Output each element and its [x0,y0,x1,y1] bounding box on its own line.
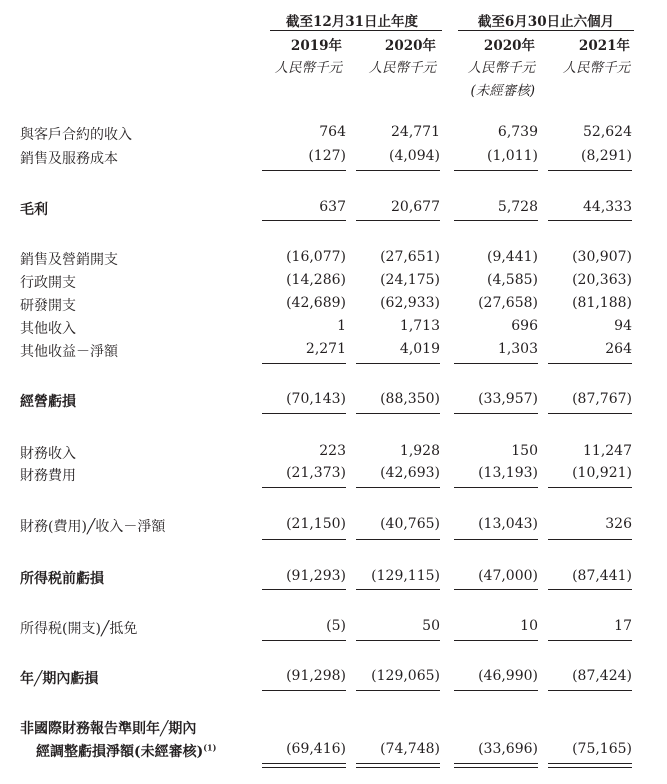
double-rule-bottom [548,767,632,768]
double-rule-bottom [262,767,346,768]
cell-op-loss-2020: (88,350) [380,391,440,407]
double-rule-top [548,763,632,764]
cell-other-income-h2021: 94 [614,318,632,334]
row-label-cost-of-sales: 銷售及服務成本 [20,151,118,167]
row-label-loss-before-tax: 所得税前虧損 [20,571,104,587]
cell-gross-2020: 20,677 [391,199,440,215]
header-year-group: 截至12月31日止年度 [285,14,419,30]
rule-after-other-gains [356,363,440,364]
cell-gross-h2021: 44,333 [583,199,632,215]
cell-net-fin-h2020: (13,043) [478,516,538,532]
header-half-rule [458,30,634,31]
rule-after-cost [454,170,538,171]
cell-net-fin-h2021: 326 [605,516,632,532]
rule-after-gross [262,220,346,221]
rule-after-fin-costs [356,487,440,488]
unit-col-4: 人民幣千元 [562,60,630,76]
cell-other-income-2020: 1,713 [399,318,440,334]
cell-op-loss-h2020: (33,957) [478,391,538,407]
cell-adjusted-h2021: (75,165) [572,741,632,757]
cell-fin-income-2020: 1,928 [399,443,440,459]
rule-after-cost [262,170,346,171]
rule-after-pbt [262,589,346,590]
header-year-rule [270,30,442,31]
cell-net-fin-2019: (21,150) [286,516,346,532]
cell-other-gains-h2020: 1,303 [497,341,538,357]
cell-cost-h2021: (8,291) [580,148,632,164]
cell-revenue-h2020: 6,739 [497,124,538,140]
cell-fin-costs-h2020: (13,193) [478,465,538,481]
row-label-finance-income: 財務收入 [20,446,76,462]
rule-after-net-fin [356,539,440,540]
row-label-rd-expenses: 研發開支 [20,298,76,314]
cell-loss-period-h2020: (46,990) [478,668,538,684]
cell-other-gains-2020: 4,019 [399,341,440,357]
cell-gross-2019: 637 [319,199,346,215]
row-label-gross-profit: 毛利 [20,202,48,218]
row-label-admin-expenses: 行政開支 [20,275,76,291]
cell-other-income-2019: 1 [337,318,346,334]
cell-rd-h2020: (27,658) [478,295,538,311]
rule-after-gross [548,220,632,221]
cell-fin-income-2019: 223 [319,443,346,459]
rule-after-pbt [548,589,632,590]
cell-tax-2019: (5) [326,618,346,634]
rule-after-op-loss [262,413,346,414]
row-label-adjusted-loss-line2 [36,741,216,761]
rule-after-other-gains [454,363,538,364]
rule-after-fin-costs [262,487,346,488]
adjusted-loss-text: 經調整虧損淨額(未經審核) [36,744,204,760]
cell-loss-period-2019: (91,298) [286,668,346,684]
row-label-other-gains: 其他收益－淨額 [20,344,118,360]
rule-after-other-gains [262,363,346,364]
header-half-2021: 2021年 [578,38,630,54]
cell-revenue-2019: 764 [319,124,346,140]
cell-adjusted-h2020: (33,696) [478,741,538,757]
rule-after-fin-costs [454,487,538,488]
cell-rd-2019: (42,689) [286,295,346,311]
cell-fin-costs-2019: (21,373) [286,465,346,481]
cell-fin-costs-h2021: (10,921) [572,465,632,481]
cell-adjusted-2019: (69,416) [286,741,346,757]
double-rule-top [262,763,346,764]
rule-after-cost [356,170,440,171]
header-half-2020: 2020年 [483,38,535,54]
cell-tax-h2020: 10 [520,618,538,634]
row-label-revenue: 與客戶合約的收入 [20,127,132,143]
cell-cost-2019: (127) [308,148,346,164]
header-year-2020: 2020年 [384,38,436,54]
rule-after-op-loss [356,413,440,414]
cell-other-gains-h2021: 264 [605,341,632,357]
cell-cost-h2020: (1,011) [486,148,538,164]
cell-selling-h2020: (9,441) [486,249,538,265]
rule-after-gross [356,220,440,221]
rule-after-net-fin [262,539,346,540]
double-rule-top [454,763,538,764]
unit-col-1: 人民幣千元 [274,60,342,76]
cell-pbt-2020: (129,115) [371,568,440,584]
rule-after-loss-period [548,690,632,691]
cell-selling-2020: (27,651) [380,249,440,265]
footnote-marker: (1) [203,742,217,753]
rule-after-pbt [356,589,440,590]
rule-after-net-fin [454,539,538,540]
rule-after-gross [454,220,538,221]
cell-fin-income-h2020: 150 [511,443,538,459]
unaudited-note: (未經審核) [470,83,535,99]
double-rule-bottom [454,767,538,768]
row-label-operating-loss: 經營虧損 [20,394,76,410]
cell-loss-period-2020: (129,065) [371,668,440,684]
row-label-income-tax: 所得税(開支)╱抵免 [20,621,138,637]
cell-admin-h2021: (20,363) [572,272,632,288]
rule-after-cost [548,170,632,171]
rule-after-net-fin [548,539,632,540]
cell-other-income-h2020: 696 [511,318,538,334]
cell-op-loss-2019: (70,143) [286,391,346,407]
rule-after-op-loss [548,413,632,414]
rule-after-pbt [454,589,538,590]
cell-fin-costs-2020: (42,693) [380,465,440,481]
cell-rd-2020: (62,933) [380,295,440,311]
unit-col-3: 人民幣千元 [467,60,535,76]
double-rule-bottom [356,767,440,768]
cell-gross-h2020: 5,728 [497,199,538,215]
cell-other-gains-2019: 2,271 [305,341,346,357]
cell-loss-period-h2021: (87,424) [572,668,632,684]
cell-admin-2019: (14,286) [286,272,346,288]
rule-after-tax [262,640,346,641]
rule-after-op-loss [454,413,538,414]
cell-pbt-2019: (91,293) [286,568,346,584]
cell-cost-2020: (4,094) [388,148,440,164]
row-label-other-income: 其他收入 [20,321,76,337]
header-half-group: 截至6月30日止六個月 [477,14,615,30]
cell-pbt-h2020: (47,000) [478,568,538,584]
row-label-adjusted-loss-line1: 非國際財務報告準則年╱期內 [20,721,197,737]
rule-after-loss-period [454,690,538,691]
row-label-finance-costs: 財務費用 [20,468,76,484]
cell-admin-h2020: (4,585) [486,272,538,288]
cell-adjusted-2020: (74,748) [380,741,440,757]
cell-rd-h2021: (81,188) [572,295,632,311]
rule-after-tax [356,640,440,641]
cell-pbt-h2021: (87,441) [572,568,632,584]
cell-fin-income-h2021: 11,247 [583,443,632,459]
cell-selling-h2021: (30,907) [572,249,632,265]
cell-op-loss-h2021: (87,767) [572,391,632,407]
cell-selling-2019: (16,077) [286,249,346,265]
cell-net-fin-2020: (40,765) [380,516,440,532]
rule-after-fin-costs [548,487,632,488]
double-rule-top [356,763,440,764]
cell-revenue-2020: 24,771 [391,124,440,140]
cell-admin-2020: (24,175) [380,272,440,288]
header-year-2019: 2019年 [290,38,342,54]
cell-tax-h2021: 17 [614,618,632,634]
rule-after-tax [454,640,538,641]
row-label-loss-for-period: 年╱期內虧損 [20,671,99,687]
row-label-selling-expenses: 銷售及營銷開支 [20,252,118,268]
cell-tax-2020: 50 [422,618,440,634]
rule-after-loss-period [262,690,346,691]
rule-after-tax [548,640,632,641]
rule-after-loss-period [356,690,440,691]
cell-revenue-h2021: 52,624 [583,124,632,140]
unit-col-2: 人民幣千元 [368,60,436,76]
rule-after-other-gains [548,363,632,364]
row-label-net-finance: 財務(費用)╱收入－淨額 [20,519,166,535]
